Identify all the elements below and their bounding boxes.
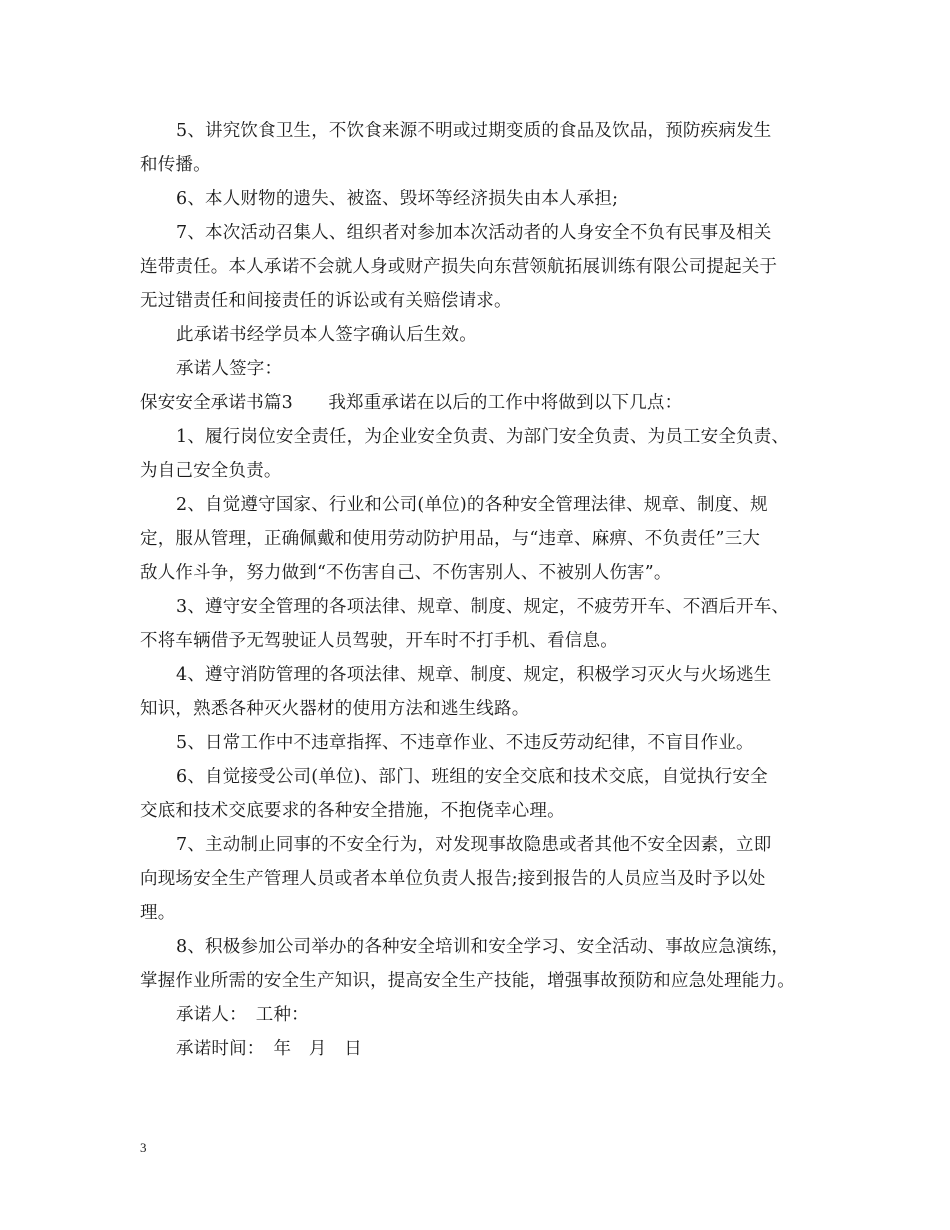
text-line: 连带责任。本人承诺不会就人身或财产损失向东营领航拓展训练有限公司提起关于 bbox=[140, 257, 778, 277]
signature-line: 承诺人： 工种： bbox=[176, 1005, 309, 1025]
text-line: 1、履行岗位安全责任，为企业安全负责、为部门安全负责、为员工安全负责、 bbox=[176, 427, 790, 447]
text-line: 交底和技术交底要求的各种安全措施，不抱侥幸心理。 bbox=[140, 801, 565, 821]
text-line: 定，服从管理，正确佩戴和使用劳动防护用品，与“违章、麻痹、不负责任”三大 bbox=[140, 529, 761, 549]
text-line: 6、本人财物的遗失、被盗、毁坏等经济损失由本人承担; bbox=[176, 189, 619, 209]
text-line: 理。 bbox=[140, 903, 176, 923]
text-line: 6、自觉接受公司(单位)、部门、班组的安全交底和技术交底，自觉执行安全 bbox=[176, 767, 768, 787]
text-line: 不将车辆借予无驾驶证人员驾驶，开车时不打手机、看信息。 bbox=[140, 631, 618, 651]
text-line: 3、遵守安全管理的各项法律、规章、制度、规定，不疲劳开车、不酒后开车、 bbox=[176, 597, 790, 617]
text-line: 为自己安全负责。 bbox=[140, 461, 282, 481]
text-line: 和传播。 bbox=[140, 155, 211, 175]
text-line: 5、日常工作中不违章指挥、不违章作业、不违反劳动纪律，不盲目作业。 bbox=[176, 733, 754, 753]
text-line: 向现场安全生产管理人员或者本单位负责人报告;接到报告的人员应当及时予以处 bbox=[140, 869, 766, 889]
text-line: 掌握作业所需的安全生产知识，提高安全生产技能，增强事故预防和应急处理能力。 bbox=[140, 971, 795, 991]
text-line: 敌人作斗争，努力做到“不伤害自己、不伤害别人、不被别人伤害”。 bbox=[140, 563, 672, 583]
page-number: 3 bbox=[140, 1140, 147, 1155]
text-line: 承诺人签字： bbox=[176, 359, 283, 379]
text-line: 5、讲究饮食卫生，不饮食来源不明或过期变质的食品及饮品，预防疾病发生 bbox=[176, 121, 772, 141]
text-line: 无过错责任和间接责任的诉讼或有关赔偿请求。 bbox=[140, 291, 512, 311]
text-line: 2、自觉遵守国家、行业和公司(单位)的各种安全管理法律、规章、制度、规 bbox=[176, 495, 768, 515]
text-line: 此承诺书经学员本人签字确认后生效。 bbox=[176, 325, 477, 345]
text-line: 7、本次活动召集人、组织者对参加本次活动者的人身安全不负有民事及相关 bbox=[176, 223, 772, 243]
text-line: 7、主动制止同事的不安全行为，对发现事故隐患或者其他不安全因素，立即 bbox=[176, 835, 772, 855]
section-heading-line: 保安安全承诺书篇3 我郑重承诺在以后的工作中将做到以下几点： bbox=[140, 393, 683, 413]
text-line: 4、遵守消防管理的各项法律、规章、制度、规定，积极学习灭火与火场逃生 bbox=[176, 665, 772, 685]
date-line: 承诺时间： 年 月 日 bbox=[176, 1039, 362, 1059]
text-line: 知识，熟悉各种灭火器材的使用方法和逃生线路。 bbox=[140, 699, 530, 719]
text-line: 8、积极参加公司举办的各种安全培训和安全学习、安全活动、事故应急演练， bbox=[176, 937, 790, 957]
